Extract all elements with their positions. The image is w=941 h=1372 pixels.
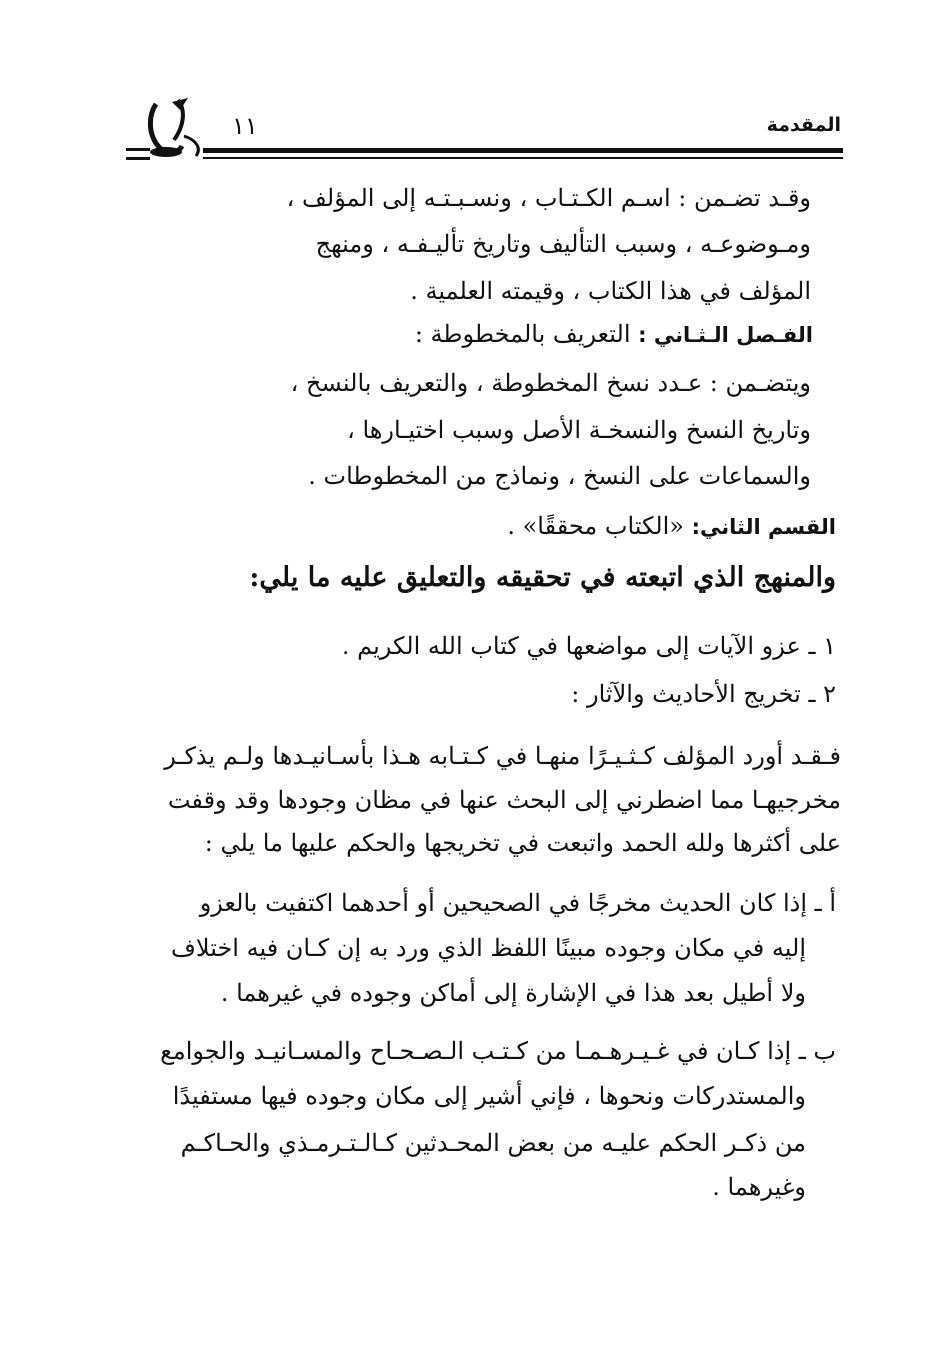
item-a-line: إليه في مكان وجوده مبينًا اللفظ الذي ورد به إن كـان فيه اختلاف [171,934,806,962]
item-b-line: ب ـ إذا كـان في غـيـرهـمـا من كـتـب الـصـحـاح والمسـانيـد والجوامع [160,1037,836,1065]
paragraph-1-line: ومـوضوعـه ، وسبب التأليف وتاريخ تأليـفـه ، ومنهج [315,230,811,258]
item-a-line: ولا أطيل بعد هذا في الإشارة إلى أماكن وجوده في غيرهما . [220,979,806,1007]
method-item-2: ٢ ـ تخريج الأحاديث والآثار : [571,680,836,708]
paragraph-3-line: على أكثرها ولله الحمد واتبعت في تخريجها والحكم عليها ما يلي : [204,829,841,857]
paragraph-2-line: والسماعات على النسخ ، ونماذج من المخطوطات . [308,462,811,490]
method-heading: والمنهج الذي اتبعته في تحقيقه والتعليق عليه ما يلي: [249,562,836,593]
header-rule-left-lower [126,157,150,160]
item-b-line: من ذكـر الحكم عليـه من بعض المحـدثين كـالـتـرمـذي والحـاكـم [180,1129,806,1157]
part-2-title: «الكتاب محققًا» . [507,512,684,540]
header-rule-thick [203,148,843,153]
chapter-2-label: الفـصل الـثـاني : [638,323,813,347]
paragraph-2-line: ويتضـمن : عـدد نسخ المخطوطة ، والتعريف بالنسخ ، [290,369,811,397]
item-b-line: وغيرهما . [712,1173,806,1201]
header-rule-left-upper [126,148,150,151]
item-a-line: أ ـ إذا كان الحديث مخرجًا في الصحيحين أو أحدهما اكتفيت بالعزو [199,889,836,917]
chapter-2-title: التعريف بالمخطوطة : [414,320,631,348]
page-number: ١١ [232,112,258,140]
running-header-title: المقدمة [766,114,841,136]
part-2-line [507,508,836,545]
paragraph-3-line: مخرجيهـا مما اضطرني إلى البحث عنها في مظان وجودها وقد وقفت [167,786,841,814]
chapter-2-line [415,316,813,353]
item-b-line: والمستدركات ونحوها ، فإني أشير إلى مكان وجوده فيها مستفيدًا [172,1082,806,1110]
method-item-1: ١ ـ عزو الآيات إلى مواضعها في كتاب الله الكريم . [341,632,836,660]
paragraph-1-line: المؤلف في هذا الكتاب ، وقيمته العلمية . [410,277,811,305]
paragraph-2-line: وتاريخ النسخ والنسخـة الأصل وسبب اختيـارها ، [347,416,811,444]
header-rule-thin [203,157,843,159]
paragraph-3-line: فـقـد أورد المؤلف كـثـيـرًا منهـا في كـتـابه هـذا بأسـانيـدها ولـم يذكـر [164,742,841,770]
paragraph-1-line: وقـد تضـمن : اسـم الكـتـاب ، ونسـبـتـه إلى المؤلف ، [286,184,811,212]
part-2-label: القسم الثاني: [691,515,836,539]
